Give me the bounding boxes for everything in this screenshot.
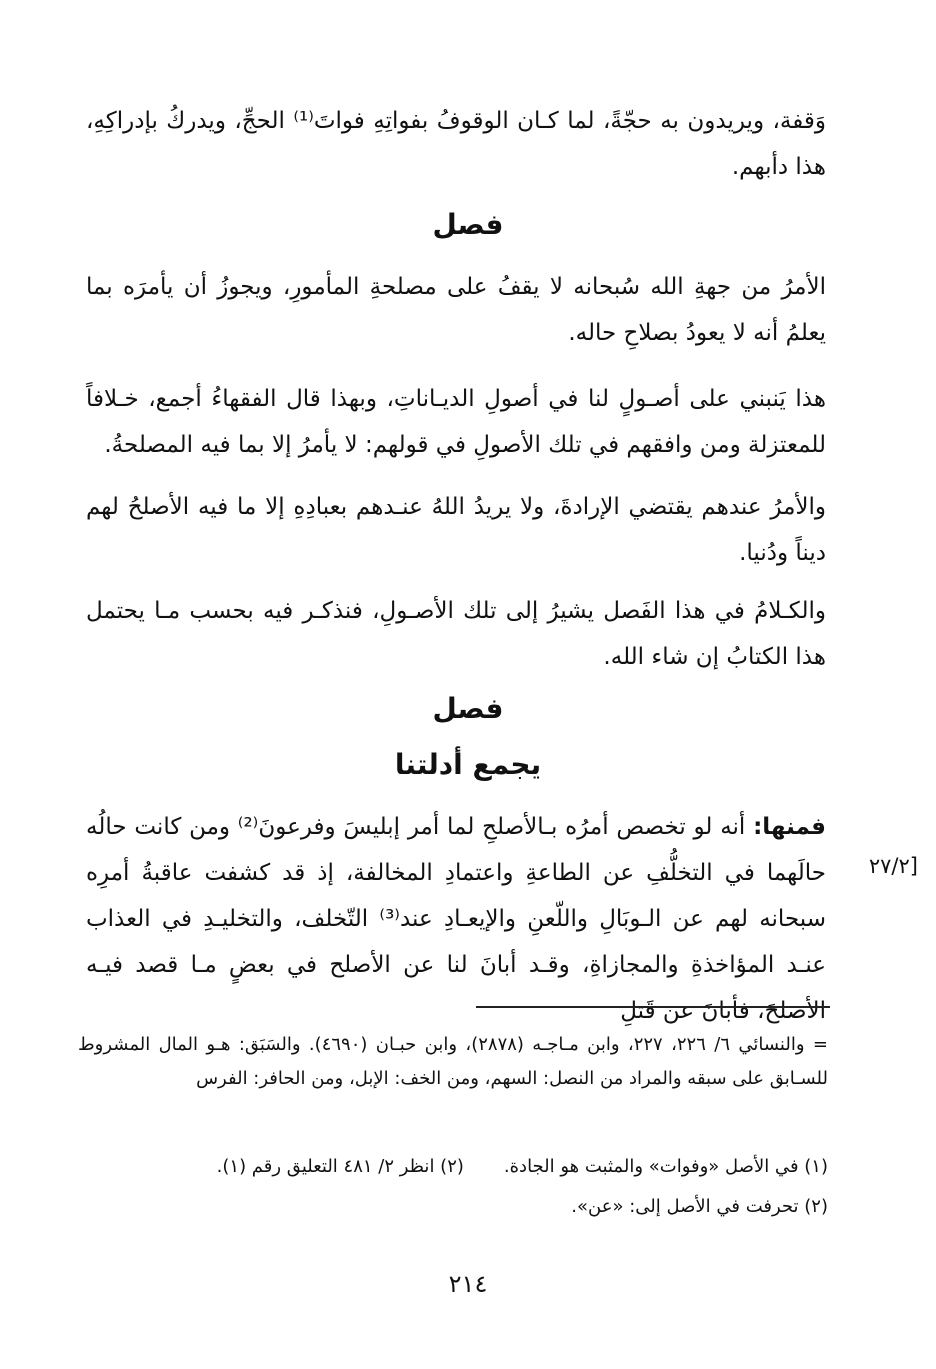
paragraph-2: الأمرُ من جهةِ الله سُبحانه لا يقفُ على مصلحةِ المأمورِ، ويجوزُ أن يأمرَه بما يعلمُ أنه لا يعودُ بصلاحِ حاله. xyxy=(86,274,826,346)
footnote-divider xyxy=(476,1006,830,1008)
footnote-row-2 xyxy=(78,1190,828,1224)
footnote-3: (٢) تحرفت في الأصل إلى: «عن». xyxy=(571,1196,828,1217)
section-subheading: يجمع أدلتنا xyxy=(394,748,542,781)
paragraph-5: والكـلامُ في هذا الفَصل يشيرُ إلى تلك الأصـولِ، فنذكـر فيه بحسب مـا يحتمل هذا الكتابُ إن شاء الله. xyxy=(86,598,826,670)
paragraph-6-lead: فمنها: xyxy=(753,814,826,840)
footnote-1: (١) في الأصل «وفوات» والمثبت هو الجادة. xyxy=(503,1156,828,1177)
paragraph-4: والأمرُ عندهم يقتضي الإرادةَ، ولا يريدُ اللهُ عنـدهم بعبادِهِ إلا ما فيه الأصلحُ لهم ديناً ودُنيا. xyxy=(86,494,826,566)
paragraph-6-text: أنه لو تخصص أمرُه بـالأصلحِ لما أمر إبليسَ وفرعونَ⁽²⁾ ومن كانت حالُه حالَهما في التخلُّفِ عن الطاعةِ واعتمادِ المخالفة، إذ قد كشفت عاقبةُ أمرِه سبحانه لهم عن الـوبَالِ واللّعنِ والإيعـادِ عند⁽³⁾ التّخلف، والتخليـدِ في العذاب عنـد المؤاخذةِ والمجازاةِ، وقـد أبانَ لنا عن الأصلح في بعضٍ مـا قصد فيـه الأصلحَ، فأبانَ عن قَتلِ xyxy=(86,814,826,1024)
section-heading-fasl-2: فصل xyxy=(432,692,504,725)
paragraph-3: هذا يَنبني على أصـولٍ لنا في أصولِ الديـاناتِ، وبهذا قال الفقهاءُ أجمع، خـلافاً للمعتزلة ومن وافقهم في تلك الأصولِ في قولهم: لا يأمرُ إلا بما فيه المصلحةُ. xyxy=(86,386,826,458)
paragraph-6 xyxy=(86,804,826,1034)
section-heading-fasl-1: فصل xyxy=(432,208,504,241)
page-number: ٢١٤ xyxy=(448,1270,488,1298)
footnote-row-1 xyxy=(78,1150,828,1184)
footnote-2: (٢) انظر ٢/ ٤٨١ التعليق رقم (١). xyxy=(216,1156,464,1177)
margin-page-reference: [٢٧/٢ xyxy=(868,854,918,878)
paragraph-1: وَقفة، ويريدون به حجّةً، لما كـان الوقوفُ بفواتِهِ فواتَ⁽¹⁾ الحجِّ، ويدركُ بإدراكِهِ، هذا دأبهم. xyxy=(86,108,826,180)
footnote-continuation: = والنسائي ٦/ ٢٢٦، ٢٢٧، وابن مـاجـه (٢٨٧٨)، وابن حبـان (٤٦٩٠). والسَبَق: هـو المال المشروط للسـابق على سبقه والمراد من النصل: السهم، ومن الخف: الإبل، ومن الحافر: الفرس xyxy=(78,1034,828,1089)
